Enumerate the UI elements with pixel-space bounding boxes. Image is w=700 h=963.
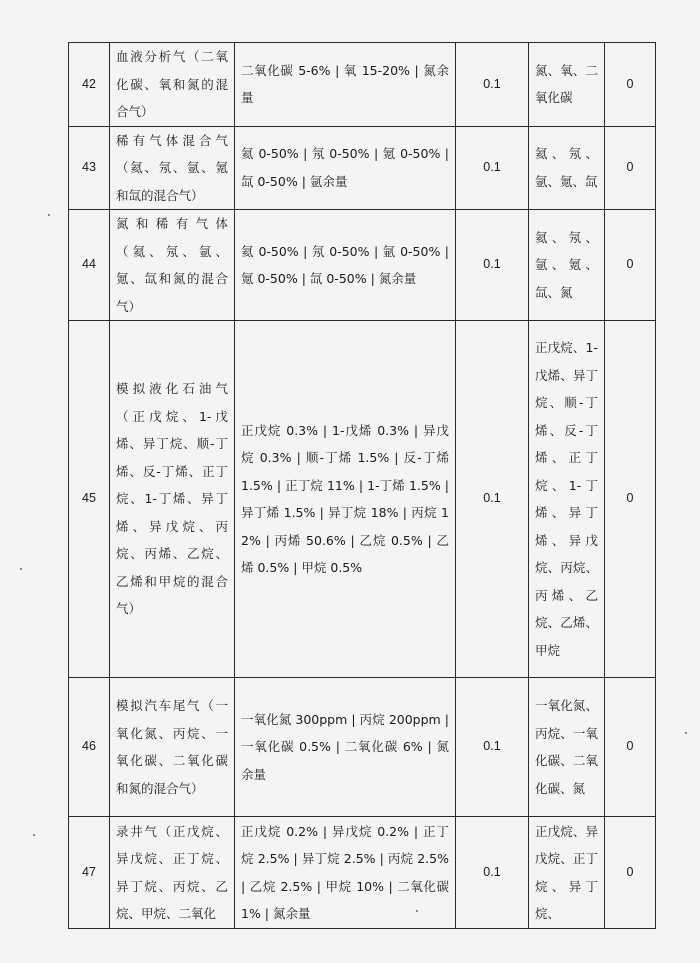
uncertainty-value: 0.1	[456, 678, 529, 817]
last-column-value: 0	[605, 817, 656, 929]
gas-composition: 氦 0-50% | 氖 0-50% | 氪 0-50% | 氙 0-50% | 氩余量	[235, 126, 456, 210]
table-row	[69, 43, 656, 127]
row-number: 45	[69, 321, 110, 678]
table-row	[69, 678, 656, 817]
gas-composition: 二氧化碳 5-6% | 氧 15-20% | 氮余量	[235, 43, 456, 127]
component-list: 正戊烷、1-戊烯、异丁烷、顺-丁烯、反-丁烯、正丁烷、1-丁烯、异丁烯、异戊烷、丙烷、丙烯、乙烷、乙烯、甲烷	[529, 321, 605, 678]
gas-name: 模拟汽车尾气（一氧化氮、丙烷、一氧化碳、二氧化碳和氮的混合气）	[110, 678, 235, 817]
uncertainty-value: 0.1	[456, 817, 529, 929]
last-column-value: 0	[605, 43, 656, 127]
uncertainty-value: 0.1	[456, 43, 529, 127]
row-number: 46	[69, 678, 110, 817]
last-column-value: 0	[605, 210, 656, 321]
table-row	[69, 210, 656, 321]
gas-name: 模拟液化石油气（正戊烷、1-戊烯、异丁烷、顺-丁烯、反-丁烯、正丁烷、1-丁烯、异丁烯、异戊烷、丙烷、丙烯、乙烷、乙烯和甲烷的混合气）	[110, 321, 235, 678]
row-number: 47	[69, 817, 110, 929]
component-list: 氦、氖、氩、氪、氙、氮	[529, 210, 605, 321]
scan-speck	[20, 568, 22, 570]
gas-composition: 正戊烷 0.2% | 异戊烷 0.2% | 正丁烷 2.5% | 异丁烷 2.5% | 丙烷 2.5% | 乙烷 2.5% | 甲烷 10% | 二氧化碳 1% | 氮余量	[235, 817, 456, 929]
uncertainty-value: 0.1	[456, 321, 529, 678]
gas-standards-table	[68, 42, 656, 929]
uncertainty-value: 0.1	[456, 126, 529, 210]
gas-name: 录井气（正戊烷、异戊烷、正丁烷、异丁烷、丙烷、乙烷、甲烷、二氧化	[110, 817, 235, 929]
uncertainty-value: 0.1	[456, 210, 529, 321]
component-list: 正戊烷、异戊烷、正丁烷、异丁烷、	[529, 817, 605, 929]
component-list: 氦、氖、氩、氪、氙	[529, 126, 605, 210]
table-row	[69, 126, 656, 210]
last-column-value: 0	[605, 126, 656, 210]
scan-speck	[416, 910, 418, 912]
last-column-value: 0	[605, 678, 656, 817]
gas-name: 氮和稀有气体（氦、氖、氩、氪、氙和氮的混合气）	[110, 210, 235, 321]
row-number: 44	[69, 210, 110, 321]
scan-speck	[33, 834, 35, 836]
last-column-value: 0	[605, 321, 656, 678]
gas-composition: 一氧化氮 300ppm | 丙烷 200ppm | 一氧化碳 0.5% | 二氧化碳 6% | 氮余量	[235, 678, 456, 817]
component-list: 一氧化氮、丙烷、一氧化碳、二氧化碳、氮	[529, 678, 605, 817]
gas-name: 血液分析气（二氧化碳、氧和氮的混合气）	[110, 43, 235, 127]
gas-name: 稀有气体混合气（氦、氖、氩、氪和氙的混合气）	[110, 126, 235, 210]
gas-composition: 正戊烷 0.3% | 1-戊烯 0.3% | 异戊烷 0.3% | 顺-丁烯 1.5% | 反-丁烯 1.5% | 正丁烷 11% | 1-丁烯 1.5% | 异丁烯 1.5% | 异丁烷 18% | 丙烷 12% | 丙烯 50.6% | 乙烷 0.5% | 乙烯 0.5% | 甲烷 0.5%	[235, 321, 456, 678]
component-list: 氮、氧、二氧化碳	[529, 43, 605, 127]
table-row	[69, 321, 656, 678]
scan-speck	[48, 214, 50, 216]
row-number: 42	[69, 43, 110, 127]
table-row	[69, 817, 656, 929]
row-number: 43	[69, 126, 110, 210]
scan-speck	[685, 732, 687, 734]
gas-composition: 氦 0-50% | 氖 0-50% | 氩 0-50% | 氪 0-50% | 氙 0-50% | 氮余量	[235, 210, 456, 321]
